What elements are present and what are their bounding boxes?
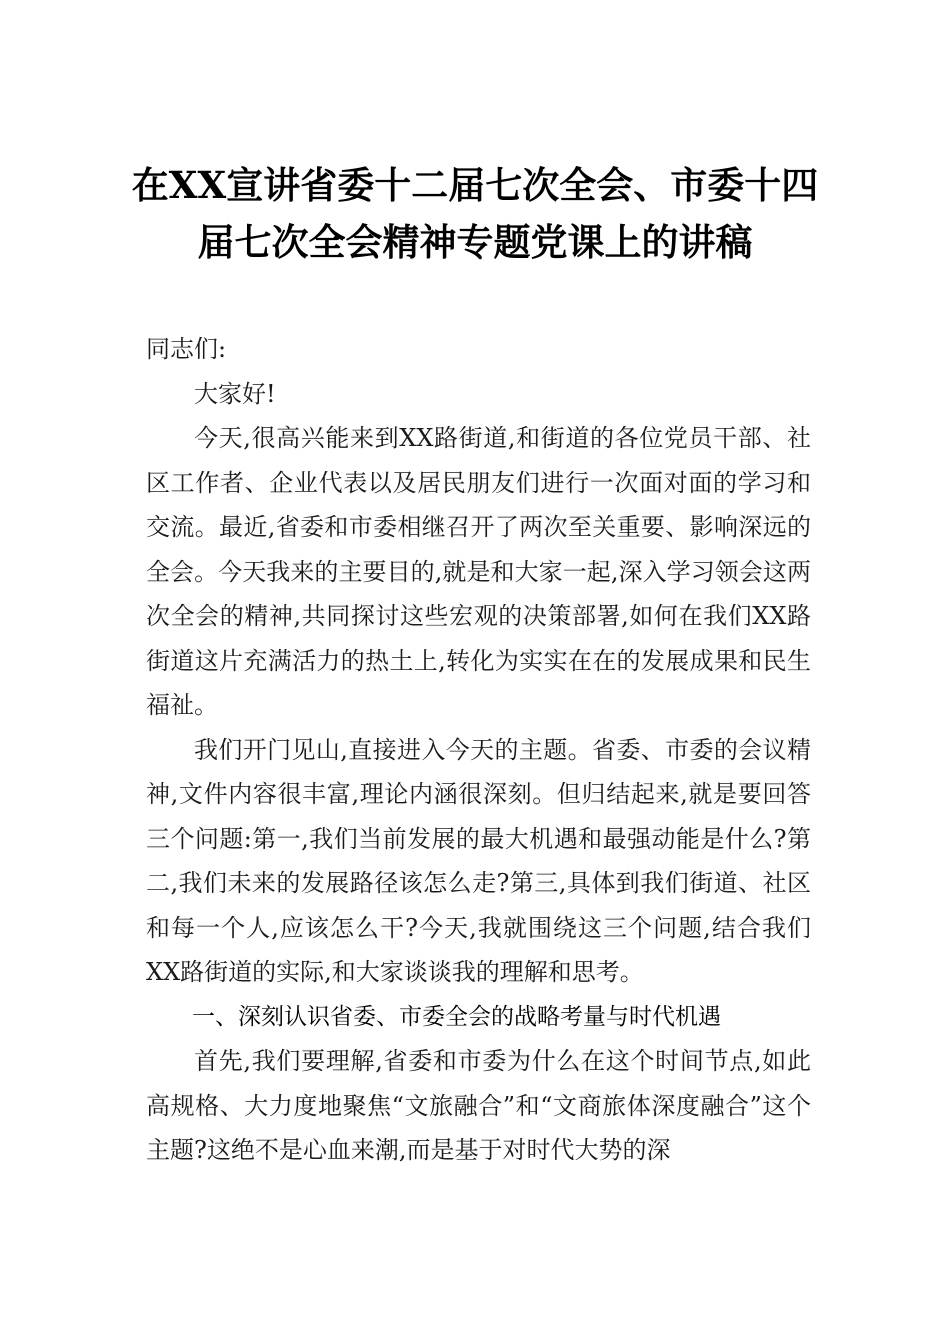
- document-title: [120, 157, 830, 271]
- section-heading: 一、深刻认识省委、市委全会的战略考量与时代机遇: [192, 1003, 721, 1030]
- greeting: 大家好!: [194, 379, 276, 408]
- document-body: [146, 327, 811, 1173]
- paragraph-intro: 今天,很高兴能来到XX路街道,和街道的各位党员干部、社区工作者、企业代表以及居民朋友们进行一次面对面的学习和交流。最近,省委和市委相继召开了两次至关重要、影响深远的全会。今天我来的主要目的,就是和大家一起,深入学习领会这两次全会的精神,共同探讨这些宏观的决策部署,如何在我们XX路街道这片充满活力的热土上,转化为实实在在的发展成果和民生福祉。: [146, 424, 811, 719]
- title-line-1: 在XX宣讲省委十二届七次全会、市委十四: [131, 163, 819, 207]
- title-line-2: 届七次全会精神专题党课上的讲稿: [197, 220, 753, 264]
- paragraph-topic: 我们开门见山,直接进入今天的主题。省委、市委的会议精神,文件内容很丰富,理论内涵很深刻。但归结起来,就是要回答三个问题:第一,我们当前发展的最大机遇和最强动能是什么?第二,我们未来的发展路径该怎么走?第三,具体到我们街道、社区和每一个人,应该怎么干?今天,我就围绕这三个问题,结合我们XX路街道的实际,和大家谈谈我的理解和思考。: [146, 735, 811, 986]
- section-paragraph: 首先,我们要理解,省委和市委为什么在这个时间节点,如此高规格、大力度地聚焦“文旅融合”和“文商旅体深度融合”这个主题?这绝不是心血来潮,而是基于对时代大势的深: [146, 1047, 811, 1164]
- salutation: 同志们:: [146, 335, 227, 363]
